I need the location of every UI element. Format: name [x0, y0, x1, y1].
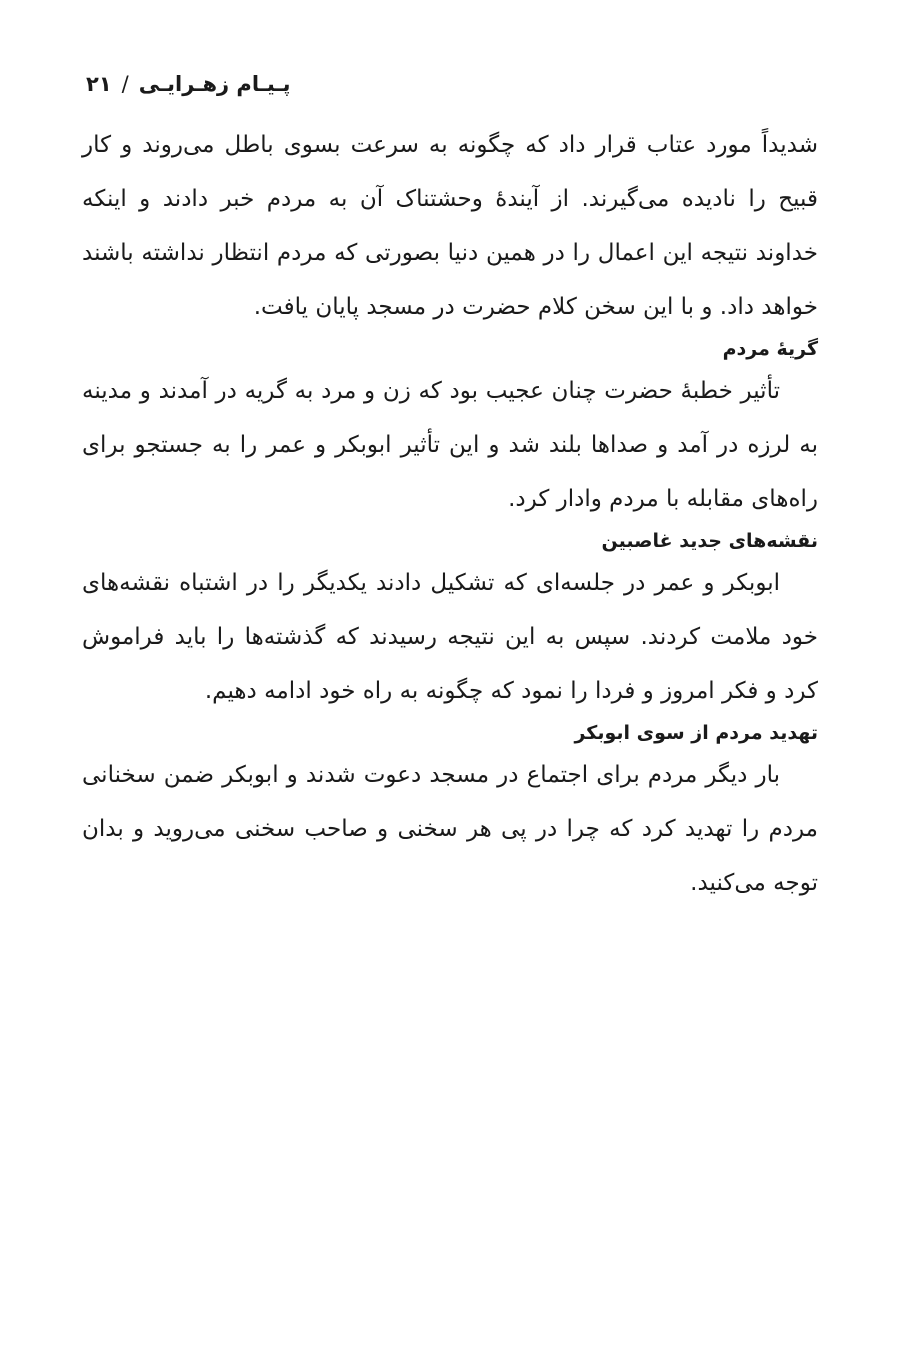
section-heading-new-plans: نقشه‌های جدید غاصبین [601, 530, 818, 552]
header-separator: / [121, 72, 129, 96]
paragraph-people-weeping: تأثیر خطبهٔ حضرت چنان عجیب بود که زن و مرد به گریه در آمدند و مدینه به لرزه در آمد و صداها بلند شد و این تأثیر ابوبکر و عمر را به جستجو برای راه‌های مقابله با مردم وادار کرد. [82, 378, 818, 512]
page-body [82, 118, 818, 910]
running-title: پـیـام زهـرایـی [138, 72, 291, 96]
page-number: ۲۱ [86, 72, 112, 96]
paragraph-threat: بار دیگر مردم برای اجتماع در مسجد دعوت شدند و ابوبکر ضمن سخنانی مردم را تهدید کرد که چرا در پی هر سخنی و صاحب سخنی می‌روید و بدان توجه می‌کنید. [82, 762, 818, 896]
paragraph-new-plans: ابوبکر و عمر در جلسه‌ای که تشکیل دادند یکدیگر را در اشتباه نقشه‌های خود ملامت کردند. سپس به این نتیجه رسیدند که گذشته‌ها را باید فراموش کرد و فکر امروز و فردا را نمود که چگونه به راه خود ادامه دهیم. [82, 570, 818, 704]
section-heading-people-weeping: گریهٔ مردم [722, 338, 818, 360]
running-header [86, 72, 291, 96]
paragraph-continuation: شدیداً مورد عتاب قرار داد که چگونه به سرعت بسوی باطل می‌روند و کار قبیح را نادیده می‌گیرند. از آیندهٔ وحشتناک آن به مردم خبر دادند و اینکه خداوند نتیجه این اعمال را در همین دنیا بصورتی که مردم انتظار نداشته باشند خواهد داد. و با این سخن کلام حضرت در مسجد پایان یافت. [82, 132, 818, 320]
section-heading-threat: تهدید مردم از سوی ابوبکر [574, 722, 818, 744]
